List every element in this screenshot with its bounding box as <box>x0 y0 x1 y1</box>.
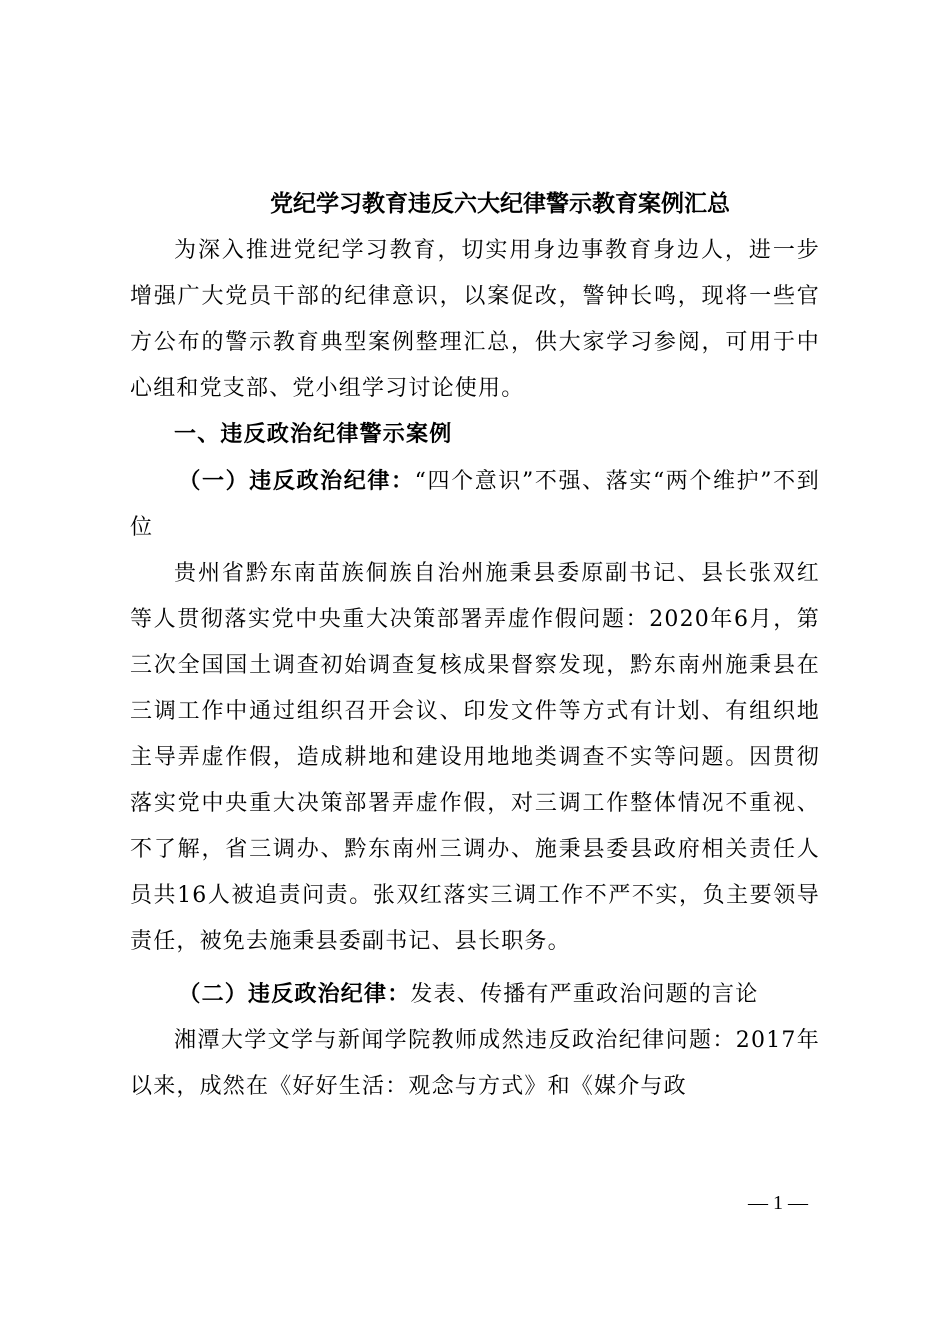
subsection-label-1: （一）违反政治纪律： <box>178 468 415 494</box>
subsection-heading-1 <box>130 458 820 551</box>
intro-paragraph: 为深入推进党纪学习教育，切实用身边事教育身边人，进一步增强广大党员干部的纪律意识，以案促改，警钟长鸣，现将一些官方公布的警示教育典型案例整理汇总，供大家学习参阅，可用于中心组和党支部、党小组学习讨论使用。 <box>130 238 820 401</box>
subsection-heading-2 <box>130 971 820 1018</box>
case-paragraph-2: 湘潭大学文学与新闻学院教师成然违反政治纪律问题：2017年以来，成然在《好好生活：观念与方式》和《媒介与政 <box>130 1028 820 1099</box>
subsection-text-1: “四个意识”不强、落实“两个维护”不到位 <box>130 469 820 540</box>
subsection-text-2: 发表、传播有严重政治问题的言论 <box>410 982 759 1007</box>
document-title: 党纪学习教育违反六大纪律警示教育案例汇总 <box>270 190 730 217</box>
section-heading: 一、违反政治纪律警示案例 <box>174 422 453 447</box>
page-number: — 1 — <box>748 1192 808 1214</box>
document-body <box>130 228 820 1110</box>
case-paragraph-1: 贵州省黔东南苗族侗族自治州施秉县委原副书记、县长张双红等人贯彻落实党中央重大决策部署弄虚作假问题：2020年6月，第三次全国国土调查初始调查复核成果督察发现，黔东南州施秉县在三调工作中通过组织召开会议、印发文件等方式有计划、有组织地主导弄虚作假，造成耕地和建设用地地类调查不实等问题。因贯彻落实党中央重大决策部署弄虚作假，对三调工作整体情况不重视、不了解，省三调办、黔东南州三调办、施秉县委县政府相关责任人员共16人被追责问责。张双红落实三调工作不严不实，负主要领导责任，被免去施秉县委副书记、县长职务。 <box>130 561 820 954</box>
subsection-label-2: （二）违反政治纪律： <box>178 981 411 1007</box>
